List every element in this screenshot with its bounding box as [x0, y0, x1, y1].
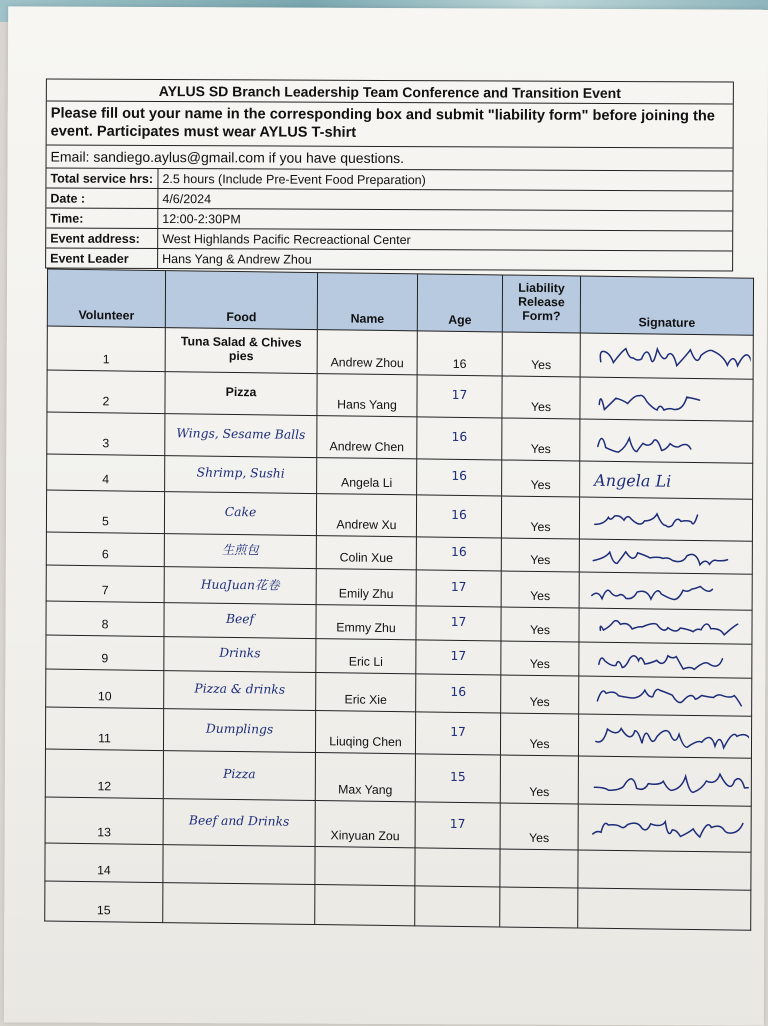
signature-cell: [580, 333, 753, 379]
volunteer-number: 6: [46, 532, 164, 567]
signature-stroke: [598, 437, 691, 452]
name-cell: Andrew Chen: [317, 416, 417, 459]
handwritten-signature: [579, 610, 749, 642]
name-cell: Colin Xue: [316, 536, 416, 570]
signature-stroke: [599, 394, 699, 410]
header-volunteer: Volunteer: [47, 269, 165, 328]
age-cell: 16: [417, 459, 502, 496]
field-label: Event address:: [46, 229, 158, 248]
volunteer-number: 14: [45, 843, 163, 883]
age-cell: 17: [416, 606, 501, 641]
signature-stroke: [597, 688, 741, 705]
field-label: Total service hrs:: [46, 169, 158, 188]
header-signature: Signature: [580, 276, 753, 335]
volunteer-number: 1: [47, 326, 165, 372]
header-name: Name: [317, 273, 417, 331]
volunteer-number: 15: [45, 881, 163, 923]
signature-cell: [579, 497, 752, 541]
name-cell: Eric Xie: [316, 673, 416, 712]
signature-cell: [580, 419, 753, 463]
food-cell: Pizza: [165, 372, 317, 416]
table-row: [45, 881, 751, 930]
liability-cell: Yes: [502, 460, 580, 497]
signature-cell: [578, 756, 751, 806]
signature-stroke: [596, 728, 749, 748]
volunteer-number: 11: [45, 707, 163, 751]
field-address: [46, 228, 732, 251]
signature-stroke: [599, 654, 723, 669]
signature-stroke: [594, 772, 749, 794]
food-cell: Beef: [164, 603, 316, 639]
signature-stroke: [600, 348, 751, 366]
paper-sheet: [4, 6, 768, 1025]
handwritten-signature: [579, 644, 749, 676]
liability-cell: Yes: [501, 571, 579, 608]
volunteer-number: 3: [47, 412, 165, 456]
food-cell: Shrimp, Sushi: [165, 456, 317, 494]
age-cell: 17: [415, 712, 500, 755]
volunteer-number: 8: [46, 601, 164, 637]
signature-cell: [578, 804, 751, 852]
age-cell: 17: [416, 640, 501, 675]
volunteer-number: 4: [47, 454, 165, 492]
food-cell: Beef and Drinks: [163, 799, 315, 847]
food-cell: [163, 883, 315, 925]
name-cell: Emily Zhu: [316, 569, 416, 606]
header-liability-form: Liability Release Form?: [502, 275, 580, 333]
liability-cell: Yes: [501, 496, 579, 539]
signature-stroke: [592, 585, 713, 600]
table-header-row: [47, 269, 753, 335]
signature-cell: [579, 608, 752, 644]
handwritten-signature: [580, 541, 750, 572]
signature-cell: [578, 850, 751, 890]
name-cell: Andrew Xu: [316, 494, 416, 537]
volunteer-number: 10: [46, 669, 164, 709]
age-cell: 17: [417, 375, 502, 418]
signature-cell: [578, 888, 751, 930]
field-value: 2.5 hours (Include Pre-Event Food Preparation): [162, 172, 426, 188]
liability-cell: Yes: [500, 755, 578, 804]
signup-form: [42, 79, 734, 925]
volunteer-number: 9: [46, 635, 164, 671]
signature-cell: [578, 714, 751, 758]
food-cell: [163, 845, 315, 885]
signature-stroke: [593, 820, 743, 837]
liability-cell: [500, 849, 578, 888]
liability-cell: Yes: [500, 803, 578, 850]
liability-cell: Yes: [501, 607, 579, 642]
field-value: Hans Yang & Andrew Zhou: [162, 252, 312, 267]
liability-cell: Yes: [500, 713, 578, 756]
volunteer-number: 5: [46, 490, 164, 534]
name-cell: Andrew Zhou: [317, 330, 417, 375]
age-cell: 16: [417, 331, 502, 376]
name-cell: Max Yang: [315, 753, 415, 802]
signature-cell: [580, 461, 753, 499]
header-food: Food: [165, 271, 317, 330]
food-cell: Pizza & drinks: [164, 671, 316, 711]
name-cell: Liuqing Chen: [315, 711, 415, 754]
food-cell: Dumplings: [163, 709, 315, 753]
handwritten-signature: [579, 758, 749, 804]
liability-cell: Yes: [502, 332, 580, 377]
signature-cell: [579, 572, 752, 610]
name-cell: [315, 847, 415, 886]
liability-cell: Yes: [501, 538, 579, 572]
handwritten-signature: [579, 678, 749, 714]
volunteer-number: 12: [45, 749, 163, 799]
field-label: Date :: [46, 189, 158, 208]
age-cell: [415, 886, 500, 927]
signature-cell: [579, 642, 752, 678]
field-label: Event Leader: [46, 249, 158, 268]
food-cell: Pizza: [163, 751, 315, 801]
field-date: [46, 188, 732, 211]
signature-stroke: [600, 620, 737, 635]
name-cell: Hans Yang: [317, 374, 417, 417]
field-service-hours: [46, 168, 732, 191]
food-cell: 生煎包: [164, 534, 316, 569]
signature-cell: [579, 676, 752, 716]
signature-text: Angela Li: [594, 470, 672, 491]
age-cell: 17: [415, 802, 500, 849]
food-cell: Tuna Salad & Chives pies: [165, 328, 317, 374]
field-time: [46, 208, 732, 231]
liability-cell: [500, 887, 578, 928]
volunteer-table: [44, 269, 754, 931]
age-cell: 16: [416, 495, 501, 538]
volunteer-number: 2: [47, 370, 165, 414]
signature-cell: [579, 539, 752, 574]
name-cell: Angela Li: [317, 458, 417, 495]
form-header: [45, 79, 734, 272]
name-cell: Xinyuan Zou: [315, 801, 415, 848]
field-label: Time:: [46, 209, 158, 228]
signature-stroke: [593, 551, 727, 565]
header-age: Age: [417, 274, 502, 332]
age-cell: 16: [416, 537, 501, 571]
handwritten-signature: [581, 335, 751, 377]
food-cell: Cake: [164, 492, 316, 536]
handwritten-signature: [580, 499, 750, 539]
age-cell: 16: [416, 674, 501, 713]
name-cell: Emmy Zhu: [316, 605, 416, 640]
food-cell: Wings, Sesame Balls: [165, 414, 317, 458]
age-cell: 17: [416, 570, 501, 607]
age-cell: 16: [417, 417, 502, 460]
name-cell: Eric Li: [316, 639, 416, 674]
form-title: AYLUS SD Branch Leadership Team Conference and Transition Event: [158, 83, 621, 102]
age-cell: [415, 848, 500, 887]
field-value: 4/6/2024: [162, 192, 212, 207]
age-cell: 15: [415, 754, 500, 803]
handwritten-signature: [580, 574, 750, 608]
liability-cell: Yes: [501, 675, 579, 714]
volunteer-number: 13: [45, 797, 163, 845]
signature-cell: [580, 377, 753, 421]
handwritten-signature: [579, 806, 749, 850]
name-cell: [315, 885, 415, 926]
liability-cell: Yes: [502, 376, 580, 419]
food-cell: Drinks: [164, 637, 316, 673]
field-value: 12:00-2:30PM: [162, 212, 241, 227]
form-notice: Please fill out your name in the corresponding box and submit "liability form" before joining the event. Participates must wear AYLUS T-shirt: [50, 105, 715, 141]
liability-cell: Yes: [502, 418, 580, 461]
handwritten-signature: [580, 379, 750, 419]
field-value: West Highlands Pacific Recreactional Center: [162, 232, 411, 248]
volunteer-number: 7: [46, 565, 164, 603]
signature-stroke: [595, 513, 698, 527]
handwritten-signature: [580, 463, 750, 497]
field-event-leader: [46, 248, 732, 271]
handwritten-signature: [579, 716, 749, 756]
food-cell: HuaJuan花卷: [164, 567, 316, 605]
contact-email: Email: sandiego.aylus@gmail.com if you have questions.: [50, 148, 405, 167]
handwritten-signature: [580, 421, 750, 461]
liability-cell: Yes: [501, 641, 579, 676]
